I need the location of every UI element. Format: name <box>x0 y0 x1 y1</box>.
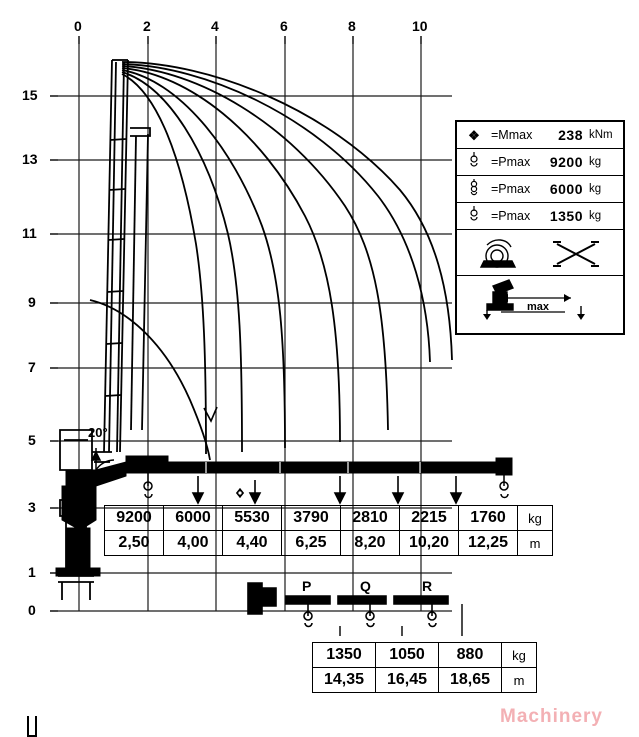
table-row-radius <box>105 531 553 556</box>
legend-row-pmax-2 <box>457 176 623 203</box>
telescopic-boom <box>126 456 512 475</box>
hook-winch-icon <box>457 205 491 227</box>
svg-text:max: max <box>527 301 550 313</box>
capacity-cell-3: 5530 <box>223 506 282 531</box>
legend-pictogram-winch <box>457 230 623 276</box>
mmax-icon: ❖ <box>468 127 480 143</box>
y-tick-13: 13 <box>22 151 38 167</box>
hook-double-icon <box>457 178 491 200</box>
radius-cell-2: 4,00 <box>164 531 223 556</box>
main-capacity-table <box>104 505 553 556</box>
legend-panel <box>455 120 625 335</box>
x-tick-10: 10 <box>412 18 428 34</box>
ext-radius-cell-2: 16,45 <box>376 668 439 693</box>
hook-single-icon <box>457 151 491 173</box>
radius-unit: m <box>518 531 553 556</box>
extension-label-q: Q <box>360 578 371 594</box>
capacity-cell-2: 6000 <box>164 506 223 531</box>
y-tick-3: 3 <box>28 499 36 515</box>
radius-cell-5: 8,20 <box>341 531 400 556</box>
y-tick-11: 11 <box>22 225 37 241</box>
capacity-cell-6: 2215 <box>400 506 459 531</box>
x-tick-2: 2 <box>143 18 151 34</box>
radius-cell-7: 12,25 <box>459 531 518 556</box>
radius-cell-1: 2,50 <box>105 531 164 556</box>
bottom-left-bracket <box>27 716 37 737</box>
legend-pictogram-outreach <box>457 276 623 326</box>
capacity-cell-5: 2810 <box>341 506 400 531</box>
angle-label: 20° <box>88 425 108 440</box>
table-row-radius <box>313 668 537 693</box>
capacity-unit: kg <box>518 506 553 531</box>
legend-eq-pmax-3: =Pmax <box>491 209 531 223</box>
legend-eq-pmax-1: =Pmax <box>491 155 531 169</box>
legend-unit-pmax-3: kg <box>589 210 602 222</box>
table-row-capacity <box>105 506 553 531</box>
legend-value-pmax-2: 6000 <box>549 181 583 197</box>
legend-unit-pmax-2: kg <box>589 183 602 195</box>
watermark: Machinery <box>500 706 603 727</box>
y-tick-0: 0 <box>28 602 36 618</box>
x-tick-8: 8 <box>348 18 356 34</box>
table-row-capacity <box>313 643 537 668</box>
ext-radius-cell-3: 18,65 <box>439 668 502 693</box>
ext-radius-cell-1: 14,35 <box>313 668 376 693</box>
radius-cell-6: 10,20 <box>400 531 459 556</box>
ext-capacity-cell-1: 1350 <box>313 643 376 668</box>
radius-cell-4: 6,25 <box>282 531 341 556</box>
legend-value-pmax-1: 9200 <box>549 154 583 170</box>
extension-label-r: R <box>422 578 433 594</box>
capacity-cell-1: 9200 <box>105 506 164 531</box>
mmax-marker-icon <box>236 488 244 498</box>
capacity-cell-4: 3790 <box>282 506 341 531</box>
y-tick-15: 15 <box>22 87 38 103</box>
x-tick-0: 0 <box>74 18 82 34</box>
extension-label-p: P <box>302 578 312 594</box>
ext-capacity-cell-3: 880 <box>439 643 502 668</box>
legend-eq-pmax-2: =Pmax <box>491 182 531 196</box>
legend-eq-mmax: =Mmax <box>491 128 533 142</box>
radius-cell-3: 4,40 <box>223 531 282 556</box>
y-tick-7: 7 <box>28 359 36 375</box>
y-tick-5: 5 <box>28 432 36 448</box>
ext-capacity-cell-2: 1050 <box>376 643 439 668</box>
capacity-cell-7: 1760 <box>459 506 518 531</box>
load-curves <box>90 62 452 460</box>
y-tick-9: 9 <box>28 294 36 310</box>
ext-capacity-unit: kg <box>502 643 537 668</box>
extension-capacity-table <box>312 642 537 693</box>
y-tick-1: 1 <box>28 564 36 580</box>
legend-value-pmax-3: 1350 <box>549 208 583 224</box>
legend-unit-mmax: kNm <box>589 129 613 141</box>
legend-row-mmax <box>457 122 623 149</box>
legend-row-pmax-3 <box>457 203 623 230</box>
legend-unit-pmax-1: kg <box>589 156 602 168</box>
legend-value-mmax: 238 <box>558 127 583 143</box>
x-tick-6: 6 <box>280 18 288 34</box>
x-tick-4: 4 <box>211 18 219 34</box>
legend-row-pmax-1 <box>457 149 623 176</box>
ext-radius-unit: m <box>502 668 537 693</box>
